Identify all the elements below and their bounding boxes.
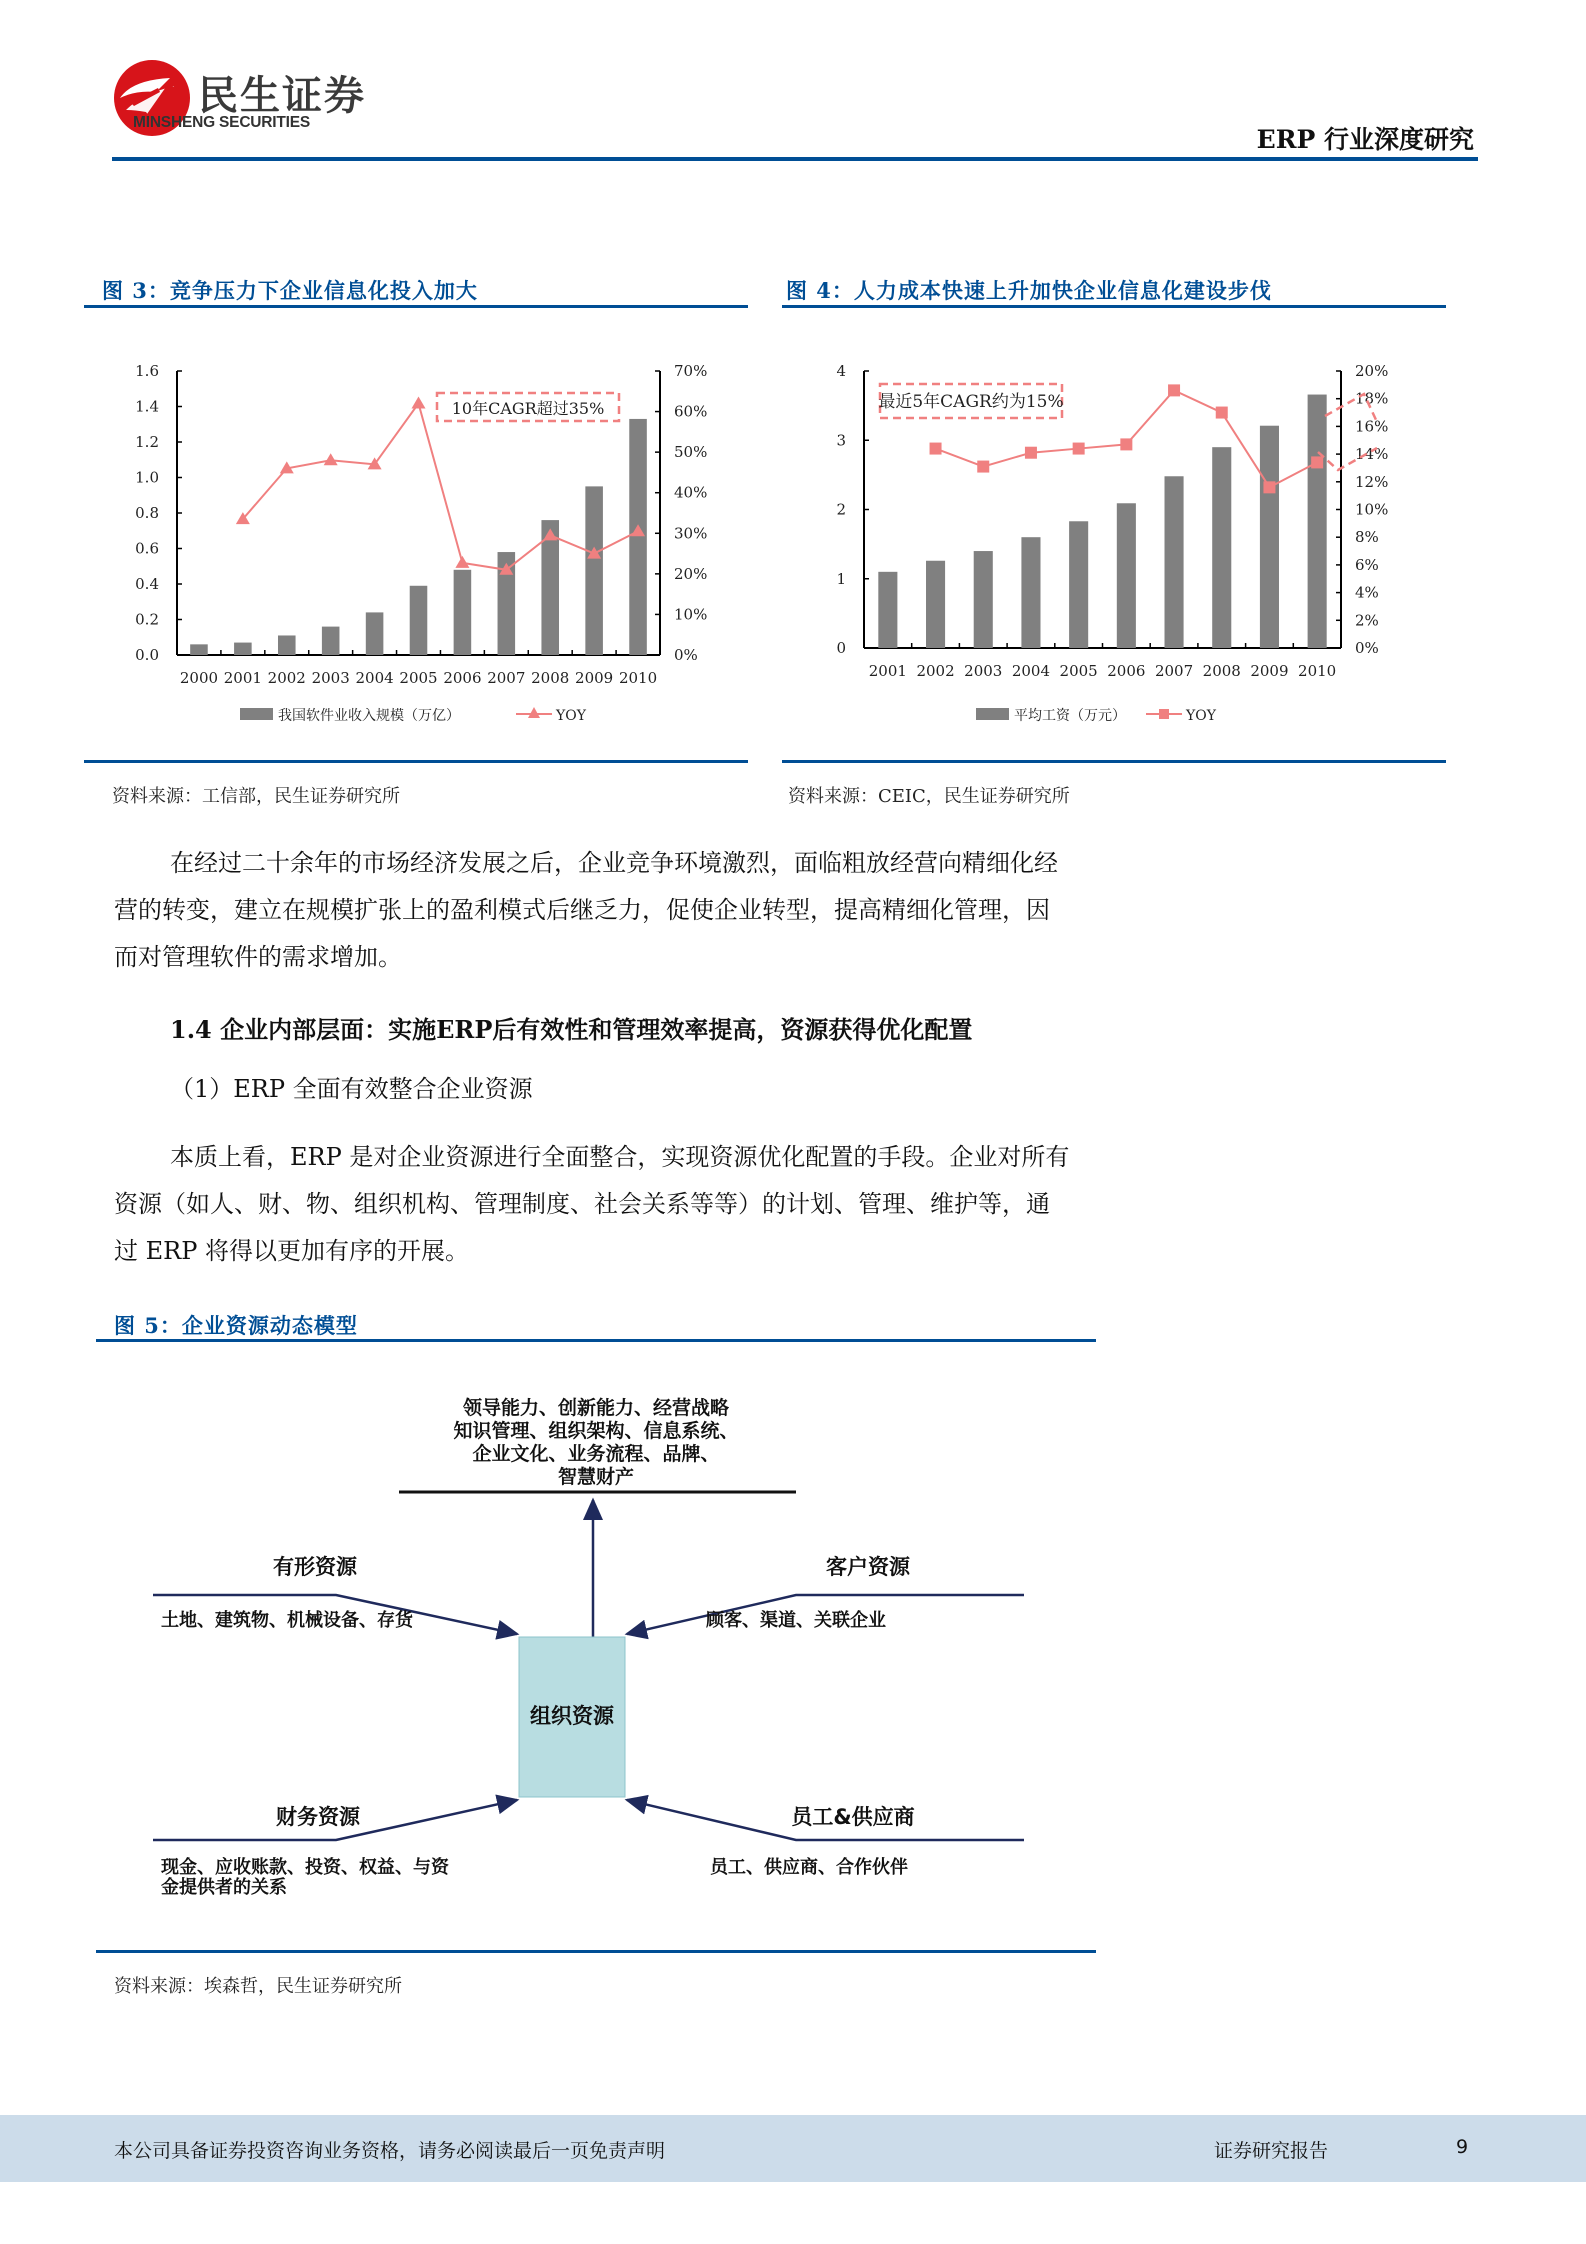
svg-text:0.8: 0.8 <box>135 504 159 522</box>
staff-items: 员工、供应商、合作伙伴 <box>710 1857 908 1878</box>
financial-title: 财务资源 <box>276 1805 360 1829</box>
figure3-source: 资料来源：工信部，民生证券研究所 <box>112 786 400 807</box>
chart3-yoy-line <box>236 396 645 574</box>
footer-report-label: 证券研究报告 <box>1214 2140 1329 2162</box>
svg-text:2008: 2008 <box>1202 662 1241 680</box>
svg-text:10%: 10% <box>674 605 708 624</box>
svg-text:2003: 2003 <box>964 662 1003 680</box>
footer-disclaimer: 本公司具备证券投资咨询业务资格，请务必阅读最后一页免责声明 <box>114 2140 666 2162</box>
figure4-title: 图 4：人力成本快速上升加快企业信息化建设步伐 <box>786 278 1272 303</box>
svg-text:50%: 50% <box>674 443 708 462</box>
svg-text:2009: 2009 <box>1250 662 1289 680</box>
svg-text:0.2: 0.2 <box>135 610 159 629</box>
figure4-title-rule <box>782 305 1446 308</box>
svg-text:2006: 2006 <box>1107 662 1146 680</box>
svg-text:0%: 0% <box>674 646 698 664</box>
svg-text:0.6: 0.6 <box>135 539 159 558</box>
svg-text:1.6: 1.6 <box>135 362 159 380</box>
legend-bar-swatch <box>240 708 273 720</box>
svg-text:0.4: 0.4 <box>135 575 159 593</box>
svg-text:2007: 2007 <box>487 669 526 687</box>
intangible-resources-text <box>453 1396 738 1488</box>
svg-text:18%: 18% <box>1355 389 1389 408</box>
svg-text:组织资源: 组织资源 <box>530 1704 614 1728</box>
svg-text:金提供者的关系: 金提供者的关系 <box>161 1877 287 1898</box>
svg-text:知识管理、组织架构、信息系统、: 知识管理、组织架构、信息系统、 <box>453 1420 739 1442</box>
svg-text:60%: 60% <box>674 402 708 421</box>
resource-model-diagram <box>96 1340 1096 1940</box>
svg-text:2007: 2007 <box>1154 662 1194 680</box>
svg-text:2003: 2003 <box>311 669 350 687</box>
svg-text:6%: 6% <box>1355 555 1379 574</box>
svg-text:8%: 8% <box>1355 528 1379 547</box>
customer-title: 客户资源 <box>826 1555 910 1579</box>
svg-text:2005: 2005 <box>399 669 438 687</box>
svg-text:最近5年CAGR约为15%: 最近5年CAGR约为15% <box>878 392 1064 412</box>
figure3-chart <box>84 340 748 740</box>
svg-text:2%: 2% <box>1355 611 1379 630</box>
svg-text:平均工资（万元）: 平均工资（万元） <box>1014 708 1126 724</box>
legend-bar-swatch <box>976 708 1009 720</box>
svg-text:2009: 2009 <box>575 669 614 687</box>
svg-text:14%: 14% <box>1355 445 1389 464</box>
page-number: 9 <box>1456 2136 1469 2158</box>
figure4-source: 资料来源：CEIC，民生证券研究所 <box>788 786 1070 807</box>
svg-text:2002: 2002 <box>267 669 306 687</box>
svg-text:YOY: YOY <box>556 708 586 724</box>
svg-text:2001: 2001 <box>223 669 262 687</box>
svg-text:智慧财产: 智慧财产 <box>557 1466 635 1488</box>
svg-text:10年CAGR超过35%: 10年CAGR超过35% <box>451 399 605 418</box>
svg-text:3: 3 <box>836 431 846 450</box>
figure4-bottom-rule <box>782 760 1446 763</box>
svg-text:2010: 2010 <box>1298 662 1337 680</box>
paragraph-1: 在经过二十余年的市场经济发展之后，企业竞争环境激烈，面临粗放经营向精细化经 营的转变，建立在规模扩张上的盈利模式后继乏力，促使企业转型，提高精细化管理，因 而对管理软件的需求增加。 <box>114 849 1058 971</box>
svg-text:0.0: 0.0 <box>135 646 159 664</box>
svg-text:1: 1 <box>836 569 846 588</box>
customer-items: 顾客、渠道、关联企业 <box>706 1610 886 1631</box>
square-marker-icon <box>1159 709 1169 719</box>
svg-text:1.4: 1.4 <box>135 397 159 416</box>
figure3-title: 图 3：竞争压力下企业信息化投入加大 <box>102 278 478 303</box>
svg-text:2005: 2005 <box>1059 662 1098 680</box>
svg-text:12%: 12% <box>1355 472 1389 491</box>
svg-text:4%: 4% <box>1355 583 1379 602</box>
chart4-annotation <box>878 384 1377 470</box>
chart4-legend <box>976 708 1217 724</box>
logo-chinese-text: 民生证券 <box>198 73 366 119</box>
svg-text:2006: 2006 <box>443 669 482 687</box>
figure5-bottom-rule <box>96 1950 1096 1953</box>
svg-text:2010: 2010 <box>618 669 658 687</box>
svg-text:2001: 2001 <box>868 662 907 680</box>
svg-text:2002: 2002 <box>916 662 955 680</box>
svg-text:0: 0 <box>836 639 846 657</box>
svg-text:4: 4 <box>836 362 846 380</box>
svg-text:16%: 16% <box>1355 417 1389 436</box>
header-divider <box>112 157 1478 161</box>
document-title: ERP 行业深度研究 <box>1256 125 1474 154</box>
svg-text:1.0: 1.0 <box>135 468 159 487</box>
svg-text:现金、应收账款、投资、权益、与资: 现金、应收账款、投资、权益、与资 <box>161 1857 449 1878</box>
svg-text:企业文化、业务流程、品牌、: 企业文化、业务流程、品牌、 <box>472 1443 720 1465</box>
svg-text:1.2: 1.2 <box>135 433 159 451</box>
figure3-title-rule <box>84 305 748 308</box>
svg-text:2004: 2004 <box>1011 662 1051 680</box>
page-footer <box>0 2115 1586 2182</box>
chart3-bars <box>190 419 647 655</box>
svg-text:2008: 2008 <box>531 669 570 687</box>
svg-text:30%: 30% <box>674 524 708 543</box>
tangible-items: 土地、建筑物、机械设备、存货 <box>161 1610 413 1631</box>
figure5-title: 图 5：企业资源动态模型 <box>114 1313 358 1338</box>
svg-text:0%: 0% <box>1355 639 1379 657</box>
subheading: （1）ERP 全面有效整合企业资源 <box>170 1075 533 1103</box>
svg-text:10%: 10% <box>1355 500 1389 519</box>
svg-text:20%: 20% <box>1355 362 1389 380</box>
tangible-title: 有形资源 <box>273 1555 357 1579</box>
svg-text:2000: 2000 <box>179 669 219 687</box>
svg-text:20%: 20% <box>674 564 708 583</box>
section-heading: 1.4 企业内部层面：实施ERP后有效性和管理效率提高，资源获得优化配置 <box>170 1015 973 1044</box>
svg-text:40%: 40% <box>674 483 708 502</box>
svg-text:2: 2 <box>836 500 846 519</box>
figure4-chart <box>782 340 1462 740</box>
triangle-marker-icon <box>528 707 540 718</box>
svg-text:70%: 70% <box>674 362 708 380</box>
logo-english-text: MINSHENG SECURITIES <box>133 114 311 131</box>
svg-text:领导能力、创新能力、经营战略: 领导能力、创新能力、经营战略 <box>462 1397 730 1419</box>
svg-text:2004: 2004 <box>355 669 394 687</box>
figure3-bottom-rule <box>84 760 748 763</box>
svg-text:我国软件业收入规模（万亿）: 我国软件业收入规模（万亿） <box>278 708 460 724</box>
staff-title: 员工&供应商 <box>791 1805 915 1829</box>
chart4-bars <box>878 395 1326 648</box>
chart3-legend <box>240 707 587 724</box>
paragraph-2: 本质上看，ERP 是对企业资源进行全面整合，实现资源优化配置的手段。企业对所有 资源（如人、财、物、组织机构、管理制度、社会关系等等）的计划、管理、维护等，通 过 ERP 将得以更加有序的开展。 <box>114 1143 1070 1265</box>
chart3-annotation <box>437 393 619 421</box>
figure5-source: 资料来源：埃森哲，民生证券研究所 <box>114 1976 402 1997</box>
svg-text:YOY: YOY <box>1186 708 1216 724</box>
